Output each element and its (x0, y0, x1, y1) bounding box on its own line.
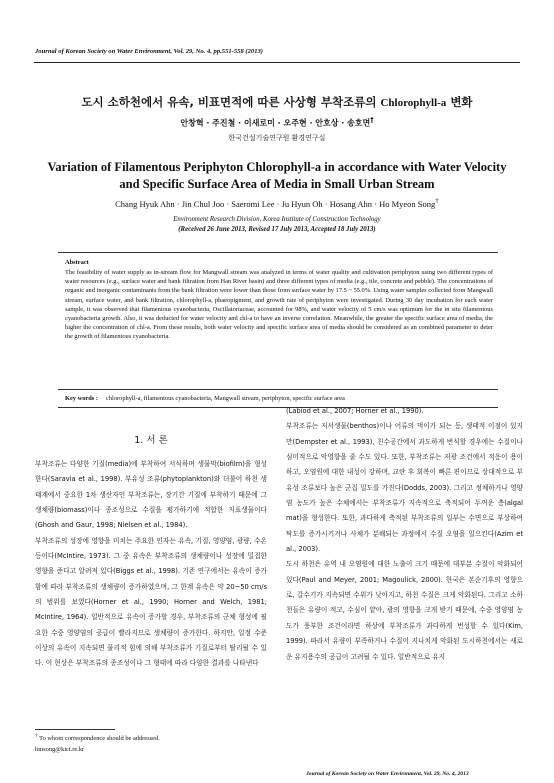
right-column (286, 404, 523, 665)
english-affiliation-text: Environment Research Division, Korea Institute of Construction Technology (173, 216, 381, 223)
keywords-text: chlorophyll-a, filamentous cyanobacteria, Mangwall stream, periphyton, specific surface area (106, 395, 345, 402)
abstract-label: Abstract (65, 259, 89, 266)
section-heading: 1. 서 론 (134, 435, 168, 446)
page-footer: Journal of Korean Society on Water Environment, Vol. 29, No. 4, 2013 (306, 771, 469, 777)
footnote-email: hmsong@kict.re.kr (35, 745, 85, 753)
footnote-rule (35, 729, 115, 730)
paragraph: 부착조류는 다양한 기질(media)에 부착하여 서식하며 생물막(biofilm)을 형성한다(Saravia et al., 1998). 부유성 조류(phytoplankton)와 더불어 하천 생태계에서 중요한 1차 생산자인 부착조류는, 장기간 기질에 부착하기 때문에 그 생체량(biomass)이나 종조성으로 수질을 평가하기에 적합한 지표생물이다(Ghosh and Gaur, 1998; Nielsen et al., 1984). (35, 460, 267, 530)
journal-header: Journal of Korean Society on Water Environment, Vol. 29, No. 4, pp.551-558 (2013) (35, 48, 263, 55)
paragraph: 부착조류의 성장에 영향을 미치는 주요한 인자는 유속, 기질, 영양염, 광량, 수온 등이다(McIntire, 1973). 그 중 유속은 부착조류의 생체량이나 성장에 밀접한 영향을 준다고 알려져 있다(Biggs et al., 1998). 기존 연구에서는 유속이 증가함에 따라 부착조류의 생체량이 증가하였으며, 그 한계 유속은 약 20~50 cm/s의 범위를 보였다(Horner et al., 1990; Horner and Welch, 1981; McIntire, 1964). 일반적으로 유속이 증가할 경우, 부착조류의 군체 형성에 필요한 수중 영양염의 공급이 빨라지므로 생체량이 증가한다. 하지만, 일정 수준 이상의 유속이 지속되면 물리적 힘에 의해 부착조류가 기질로부터 탈리될 수 있다. 이 현상은 부착조류의 종조성이나 그 형태에 따라 다양한 결과를 나타낸다 (35, 536, 267, 668)
keywords-label: Key words : (65, 395, 99, 402)
english-authors-mark: † (435, 197, 439, 205)
korean-authors-mark: † (370, 116, 374, 124)
english-title-line2: and Specific Surface Area of Media in Small Urban Stream (119, 177, 435, 191)
korean-title-suffix: 변화 (450, 95, 473, 109)
left-column (35, 457, 267, 672)
footnote (35, 731, 160, 755)
paragraph: 부착조류는 저서생물(benthos)이나 어류의 먹이가 되는 등, 생태적 이점이 있지만(Dempster et al., 1993), 친수공간에서 과도하게 번식할 경우에는 수질이나 심미적으로 악영향을 줄 수도 있다. 또한, 부착조류는 저광 조건에서 적응이 용이하고, 오염원에 대한 내성이 강하며, 교란 후 회복이 빠른 편이므로 상대적으로 부유성 조류보다 높은 군집 밀도를 가진다(Dodds, 2003). 그리고 정체하거나 영양염 농도가 높은 수체에서는 부착조류가 지속적으로 축적되어 두꺼운 층(algal mat)을 형성한다. 또한, 과다하게 축적된 부착조류의 일부는 수면으로 부상하여 탁도를 증가시키거나 사체가 분해되는 과정에서 수질 오염을 일으킨다(Azim et al., 2003). (286, 422, 523, 554)
english-authors (0, 197, 554, 209)
english-affiliation (0, 215, 554, 235)
footnote-line (35, 731, 160, 745)
korean-title-chl: Chlorophyll-a (380, 97, 447, 109)
korean-authors (0, 116, 554, 129)
footnote-mark: † (35, 733, 38, 739)
keywords (65, 395, 495, 402)
paragraph: 도시 하천은 유역 내 오염원에 대한 노출이 크기 때문에 대부분 수질이 악화되어 있다(Paul and Meyer, 2001; Magoulick, 2000). 한국은 본순기후의 영향으로, 갈수기가 지속되면 수위가 낮아지고, 하천 수질은 크게 악화된다. 그리고 소하천들은 유량이 적고, 수심이 얕아, 광의 영향을 크게 받기 때문에, 수중 영양염 농도가 풍부한 조건이라면 하상에 부착조류가 과다하게 번성할 수 있다(Kim, 1999). 따라서 유량이 부족하거나 수질이 지나치게 악화된 도시하천에서는 새로운 유지용수의 공급이 고려될 수 있다. 일반적으로 유지 (286, 560, 523, 661)
abstract-text: The feasibility of water supply as in-stream flow for Mangwall stream was analyzed in terms of water quality and cultivation periphyton using two different types of water resources (e.g., surface water and bank filtration from Han River basin) and three different types of media (e.g., tile, concrete and pebble). The concentrations of organic and inorganic contaminants from the bank filtration were lower than those from surface water by 17.5 ~ 55.0%. Using water samples collected from Mangwall stream, surface water, and bank filtration, chlorophyll-a, phaeopigment, and growth rate of periphyton were investigated. During 30 day incubation for each water sample, it was observed that filamentous cyanobacteria, Oscillatoriaceae, accounted for 98%, and water velocity of 5 cm/s was optimum for the in situ filamentous cyanobacteria growth. Also, it was deducted for water velocity and chl-a to have an inverse correlation. Meanwhile, the greater the specific surface area of media, the higher the concentration of chl-a. From these results, both water velocity and specific surface area of media should be considered as an combined parameter to deter the growth of filamentous cyanobacteria. (65, 269, 493, 341)
korean-affiliation: 한국건설기술연구원 환경연구실 (228, 134, 326, 142)
korean-title (0, 94, 554, 110)
english-title-line1: Variation of Filamentous Periphyton Chlorophyll-a in accordance with Water Velocity (47, 160, 507, 174)
header-rule (34, 62, 520, 63)
received-dates: (Received 26 June 2013, Revised 17 July 2013, Accepted 18 July 2013) (178, 226, 376, 233)
paragraph: (Labiod et al., 2007; Horner et al., 1990). (286, 407, 424, 415)
english-title (30, 159, 524, 193)
korean-title-text: 도시 소하천에서 유속, 비표면적에 따른 사상형 부착조류의 (81, 95, 377, 109)
english-authors-text: Chang Hyuk Ahn · Jin Chul Joo · Saeromi Lee · Ju Hyun Oh · Hosang Ahn · Ho Myeon Song (115, 198, 436, 209)
footnote-text: To whom correspondence should be addressed. (39, 735, 160, 743)
korean-authors-text: 안창혁 · 주진철 · 이새로미 · 오주현 · 안호상 · 송호면 (180, 118, 371, 128)
